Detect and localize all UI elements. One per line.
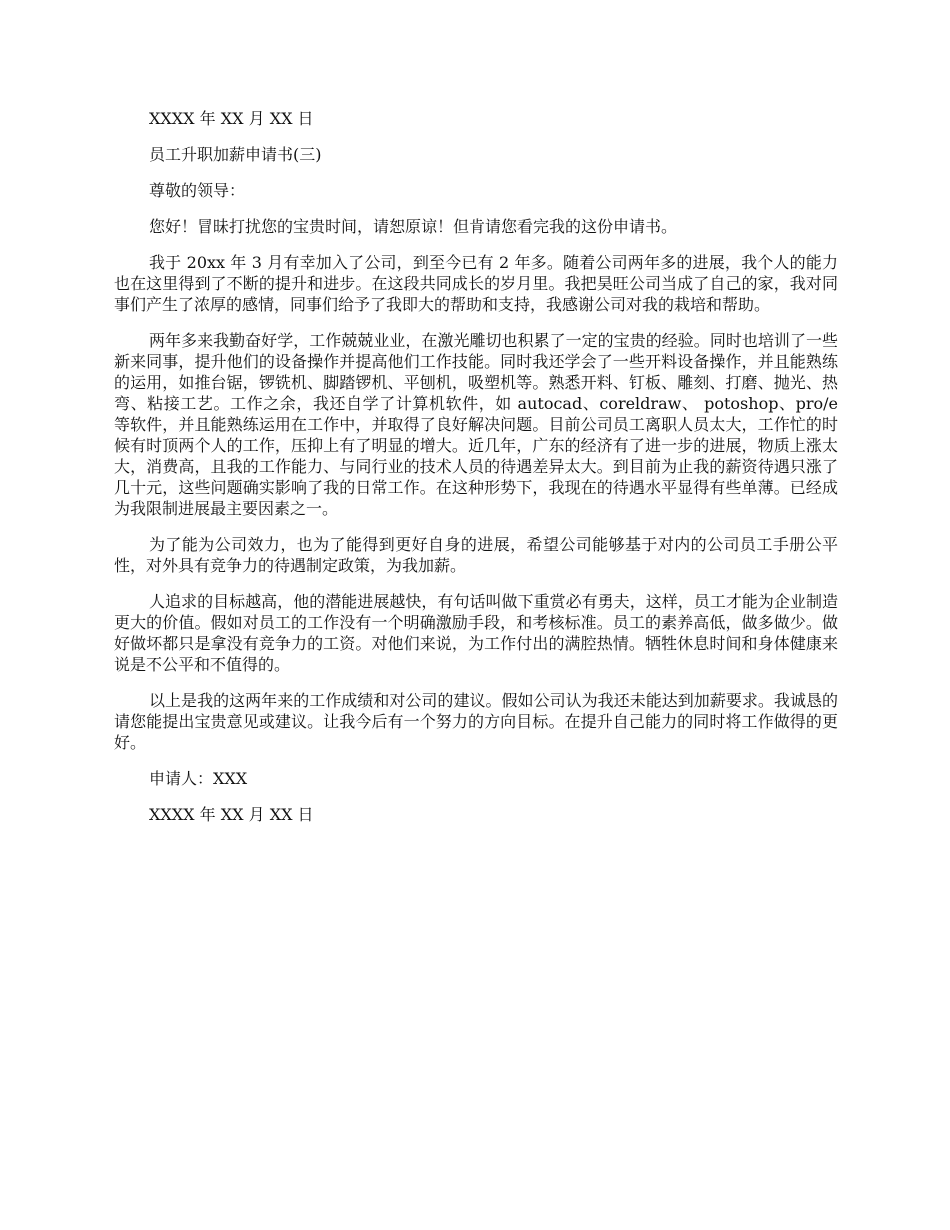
greeting: 您好！冒昧打扰您的宝贵时间，请恕原谅！但肯请您看完我的这份申请书。 (149, 217, 678, 236)
body-paragraph: 为了能为公司效力，也为了能得到更好自身的进展，希望公司能够基于对内的公司员工手册公平性，对外具有竞争力的待遇制定政策，为我加薪。 (114, 535, 838, 575)
body-paragraph: 我于 20xx 年 3 月有幸加入了公司，到至今已有 2 年多。随着公司两年多的进展，我个人的能力也在这里得到了不断的提升和进步。在这段共同成长的岁月里。我把昊旺公司当成了自己的家，我对同事们产生了浓厚的感情，同事们给予了我即大的帮助和支持，我感谢公司对我的栽培和帮助。 (114, 253, 838, 314)
document-page (114, 108, 838, 840)
date-bottom: XXXX 年 XX 月 XX 日 (149, 805, 314, 824)
body-paragraph: 人追求的目标越高，他的潜能进展越快，有句话叫做下重赏必有勇夫，这样，员工才能为企业制造更大的价值。假如对员工的工作没有一个明确激励手段，和考核标准。员工的素养高低，做多做少。做好做坏都只是拿没有竞争力的工资。对他们来说，为工作付出的满腔热情。牺牲休息时间和身体健康来说是不公平和不值得的。 (114, 592, 838, 674)
body-paragraph: 以上是我的这两年来的工作成绩和对公司的建议。假如公司认为我还未能达到加薪要求。我诚恳的请您能提出宝贵意见或建议。让我今后有一个努力的方向目标。在提升自己能力的同时将工作做得的更好。 (114, 691, 838, 752)
document-title: 员工升职加薪申请书(三) (149, 145, 322, 164)
date-top: XXXX 年 XX 月 XX 日 (149, 109, 314, 128)
applicant-signature: 申请人：XXX (149, 769, 248, 788)
body-paragraph: 两年多来我勤奋好学，工作兢兢业业，在激光雕切也积累了一定的宝贵的经验。同时也培训了一些新来同事，提升他们的设备操作并提高他们工作技能。同时我还学会了一些开料设备操作，并且能熟练的运用，如推台锯，锣铣机、脚踏锣机、平刨机，吸塑机等。熟悉开料、钉板、雕刻、打磨、抛光、热弯、粘接工艺。工作之余，我还自学了计算机软件，如 autocad、coreldraw、 potoshop、pro/e 等软件，并且能熟练运用在工作中，并取得了良好解决问题。目前公司员工离职人员太大，工作忙的时候有时顶两个人的工作，压抑上有了明显的增大。近几年，广东的经济有了进一步的进展，物质上涨太大，消费高，且我的工作能力、与同行业的技术人员的待遇差异太大。到目前为止我的薪资待遇只涨了几十元，这些问题确实影响了我的日常工作。在这种形势下，我现在的待遇水平显得有些单薄。已经成为我限制进展最主要因素之一。 (114, 331, 838, 518)
salutation: 尊敬的领导： (149, 181, 246, 200)
